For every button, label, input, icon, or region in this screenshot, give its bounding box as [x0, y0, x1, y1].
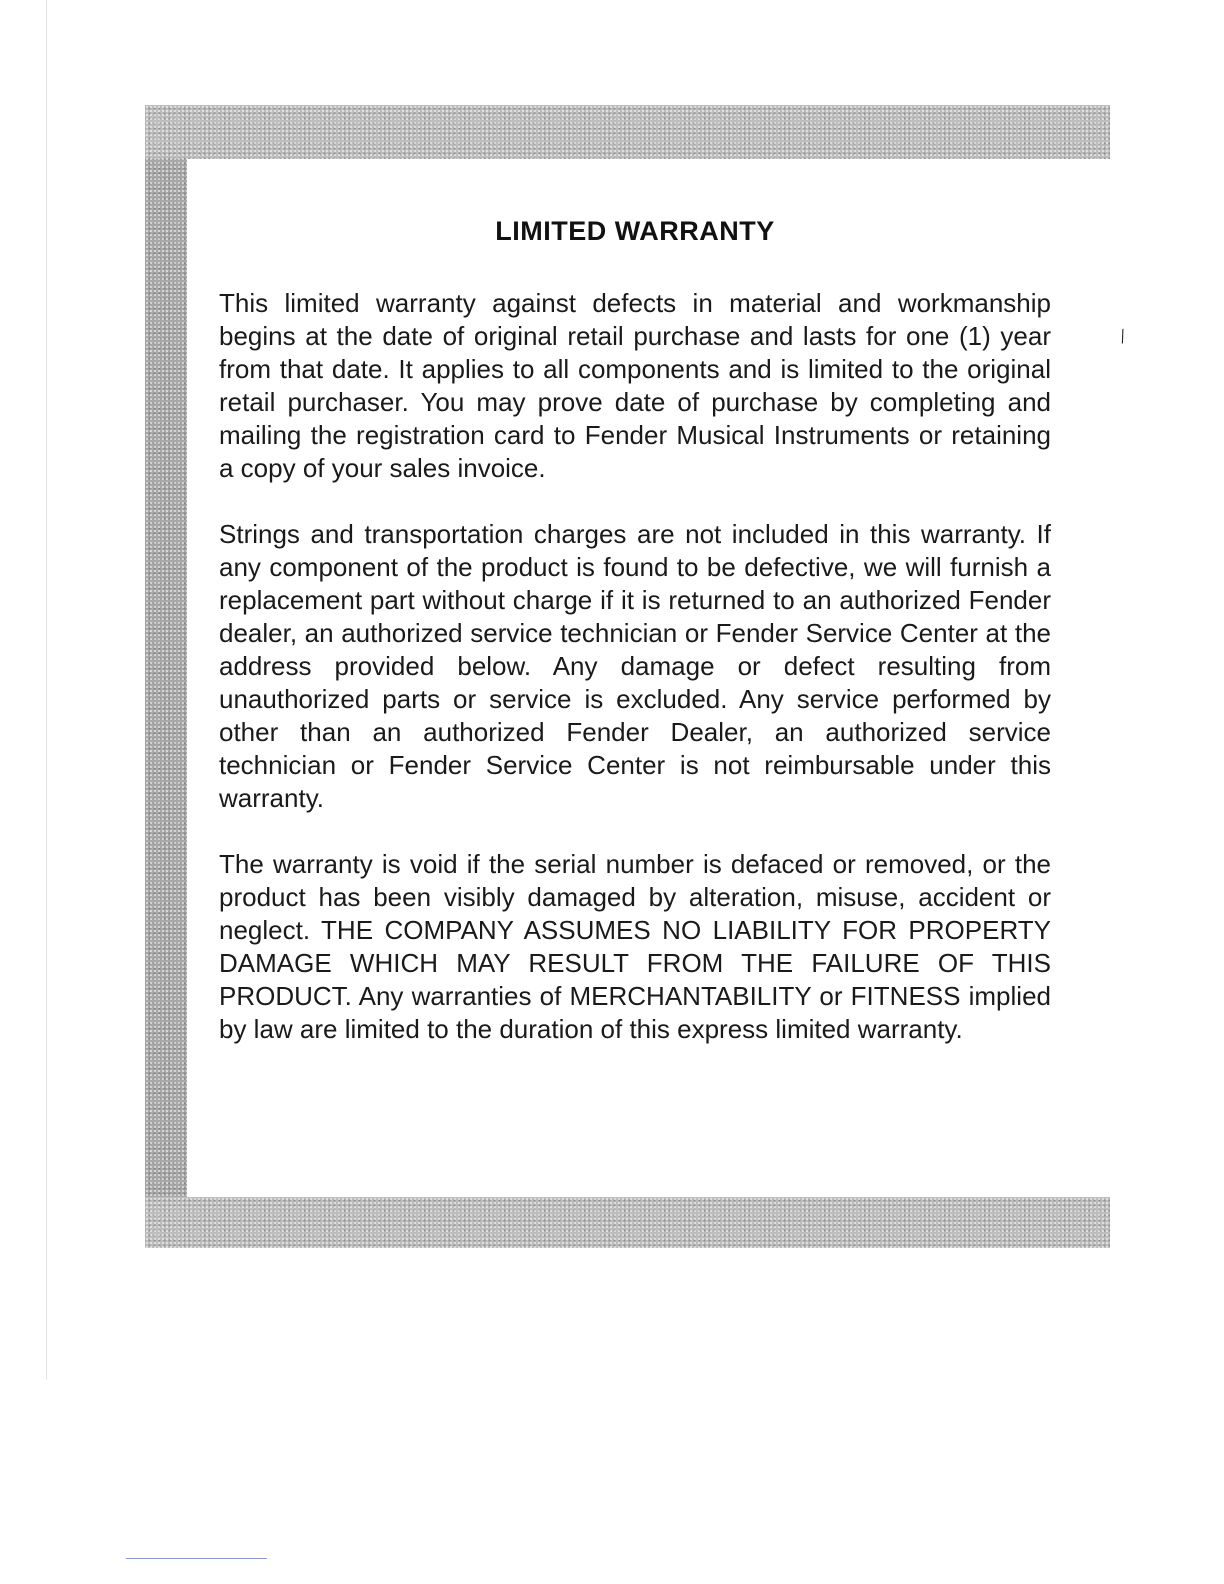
stray-pen-mark-icon: ∕ [1116, 326, 1130, 346]
scan-edge-line [46, 0, 47, 1380]
warranty-paragraph-exclusions: Strings and transportation charges are not included in this warranty. If any component of the product is found to be defective, we will furnish a replacement part without charge if it is returned to an authorized Fender dealer, an authorized service technician or Fender Service Center at the address provided below. Any damage or defect resulting from unauthorized parts or service is excluded. Any service performed by other than an authorized Fender Dealer, an authorized service technician or Fender Service Center is not reimbursable under this warranty. [219, 519, 1051, 813]
footer-rule [126, 1558, 267, 1559]
frame-top-band [145, 105, 1110, 159]
frame-left-band [145, 105, 187, 1248]
warranty-paragraph-coverage: This limited warranty against defects in material and workmanship begins at the date of original retail purchase and lasts for one (1) year from that date. It applies to all components and is limited to the original retail purchaser. You may prove date of purchase by completing and mailing the registration card to Fender Musical Instruments or retaining a copy of your sales invoice. [219, 288, 1051, 483]
page-title: LIMITED WARRANTY [495, 216, 775, 246]
warranty-content [219, 216, 1051, 1079]
frame-bottom-band [145, 1197, 1110, 1248]
warranty-paragraph-void-conditions: The warranty is void if the serial number is defaced or removed, or the product has been visibly damaged by alteration, misuse, accident or neglect. THE COMPANY ASSUMES NO LIABILITY FOR PROPERTY DAMAGE WHICH MAY RESULT FROM THE FAILURE OF THIS PRODUCT. Any warranties of MERCHANTABILITY or FITNESS implied by law are limited to the duration of this express limited warranty. [219, 849, 1051, 1044]
